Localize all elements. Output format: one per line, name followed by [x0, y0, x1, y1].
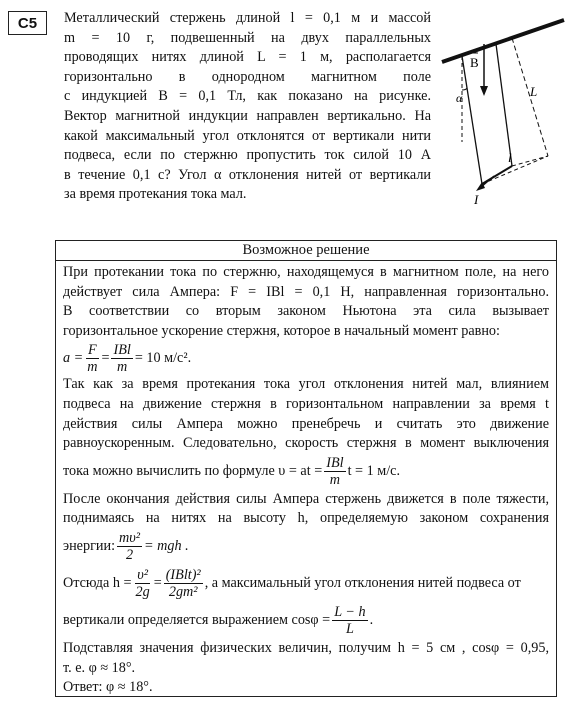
answer-line: Ответ: φ ≈ 18°. — [63, 679, 153, 696]
fraction-denominator: 2 — [125, 547, 134, 564]
fraction-numerator: (IBlt)² — [165, 567, 201, 584]
formula-text: вертикали определяется выражением cosφ = — [63, 612, 331, 629]
solution-body — [56, 261, 556, 698]
fraction-numerator: F — [88, 341, 97, 358]
energy-formula-line — [63, 529, 549, 565]
solution-line: После окончания действия силы Ампера стержень движется в поле тяжести, — [63, 490, 549, 507]
fraction — [332, 604, 367, 637]
solution-line: поднимаясь на нитях на высоту h, определяемую законом сохранения — [63, 510, 549, 527]
angle-arc — [462, 88, 467, 90]
fraction-numerator: mυ² — [119, 530, 141, 547]
rod-dashed-position-2 — [482, 156, 548, 184]
label-alpha: α — [456, 91, 463, 105]
formula-text: Отсюда h = — [63, 575, 132, 592]
formula-text: = mgh . — [144, 538, 189, 555]
fraction-denominator: 2gm² — [168, 584, 198, 601]
fraction — [164, 567, 203, 600]
formula-text: = — [153, 575, 162, 592]
problem-line: проводящих нитях длиной L = 1 м, располагается — [64, 49, 431, 66]
cos-formula-line — [63, 603, 549, 639]
solution-line: действия силы Ампера можно пренебречь и считать это движение — [63, 415, 549, 432]
formula-text: . — [369, 612, 374, 629]
solution-line: горизонтальное ускорение стержня, которое в начальный момент равно: — [63, 322, 500, 339]
solution-line: Подставляя значения физических величин, получим h = 5 см , cosφ = 0,95, — [63, 639, 549, 656]
problem-number-label: С5 — [8, 11, 47, 35]
fraction — [134, 567, 152, 600]
fraction — [324, 455, 345, 488]
formula-text: , а максимальный угол отклонения нитей подвеса от — [204, 575, 521, 592]
thread-front — [462, 56, 482, 184]
problem-line: с индукцией B = 0,1 Тл, как показано на рисунке. — [64, 88, 431, 105]
ceiling-support — [442, 20, 564, 62]
solution-line: Так как за время протекания тока угол отклонения нитей мал, влиянием — [63, 376, 549, 393]
height-formula-line — [63, 565, 549, 603]
metal-rod — [482, 166, 512, 184]
thread-back — [496, 44, 512, 166]
solution-line: действует сила Ампера: F = IBl = 0,1 Н, направленная горизонтально. — [63, 283, 549, 300]
problem-line: Металлический стержень длиной l = 0,1 м и массой — [64, 10, 431, 26]
fraction — [111, 342, 132, 375]
label-B: B — [470, 55, 479, 70]
fraction-numerator: υ² — [137, 567, 148, 584]
fraction — [85, 342, 99, 375]
formula-text: тока можно вычислить по формуле υ = at = — [63, 462, 323, 479]
problem-line: горизонтально в однородном магнитном поле — [64, 68, 431, 85]
solution-box — [55, 240, 557, 697]
fraction-denominator: m — [117, 358, 128, 375]
problem-line: какой максимальный угол отклонятся от вертикали нити — [64, 127, 431, 144]
speed-formula-line — [63, 454, 549, 490]
fraction — [117, 530, 142, 563]
formula-text: = — [101, 349, 110, 366]
formula-text: t = 1 м/с. — [347, 462, 401, 479]
solution-line: При протекании тока по стержню, находящемуся в магнитном поле, на него — [63, 264, 549, 280]
physics-diagram — [436, 16, 570, 206]
formula-text: энергии: — [63, 538, 116, 555]
label-I: I — [474, 192, 479, 206]
label-L: L — [530, 84, 538, 99]
solution-line: равноускоренным. Следовательно, скорость стержня в момент выключения — [63, 435, 549, 452]
problem-line: Вектор магнитной индукции направлен вертикально. На — [64, 107, 431, 124]
fraction-numerator: IBl — [326, 455, 344, 472]
solution-line: т. е. φ ≈ 18°. — [63, 659, 136, 676]
fraction-numerator: IBl — [113, 341, 131, 358]
problem-line: m = 10 г, подвешенный на двух параллельных — [64, 29, 431, 46]
problem-line: за время протекания тока мал. — [64, 186, 247, 203]
fraction-denominator: m — [329, 472, 341, 489]
fraction-denominator: L — [345, 621, 354, 638]
magnetic-field-arrowhead — [480, 86, 488, 96]
problem-line: в течение 0,1 с? Угол α отклонения нитей от вертикали — [64, 166, 431, 183]
solution-line: В соответствии со вторым законом Ньютона эта сила вызывает — [63, 303, 549, 320]
fraction-denominator: m — [87, 358, 98, 375]
fraction-denominator: 2g — [135, 584, 150, 601]
label-l: l — [508, 150, 512, 165]
solution-header: Возможное решение — [56, 241, 556, 261]
formula-text: = 10 м/с². — [134, 349, 192, 366]
rod-dashed-position — [512, 156, 548, 166]
problem-statement — [64, 9, 431, 205]
fraction-numerator: L − h — [334, 604, 366, 621]
solution-line: подвеса на движение стержня в горизонтальном направлении за время t — [63, 395, 549, 412]
formula-text: a = — [63, 349, 84, 366]
acceleration-formula — [63, 341, 549, 375]
problem-line: подвеса, если по стержню пропустить ток силой 10 А — [64, 147, 431, 164]
